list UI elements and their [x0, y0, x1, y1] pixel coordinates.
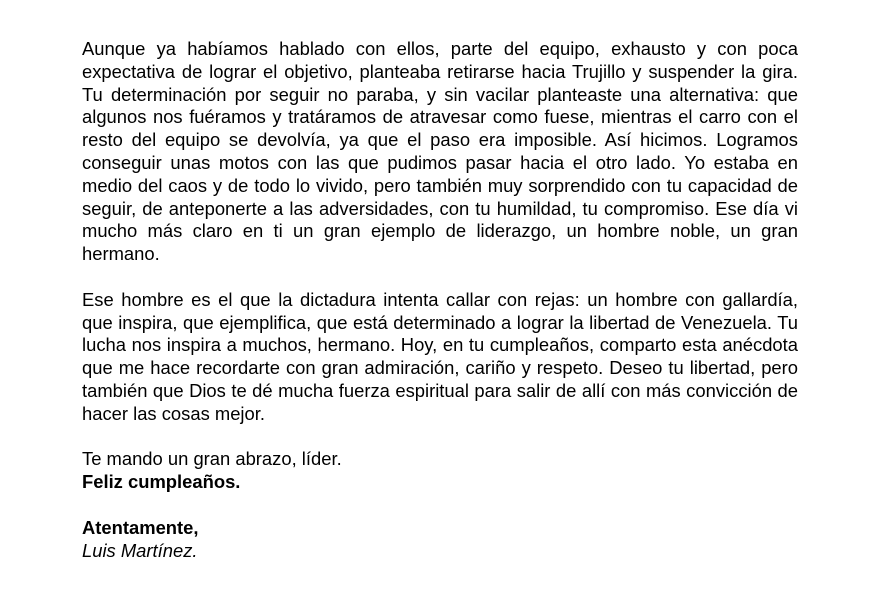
letter-body — [82, 38, 798, 585]
letter-paragraph-2: Ese hombre es el que la dictadura intenta callar con rejas: un hombre con gallardía, que inspira, que ejemplifica, que está determinado a lograr la libertad de Venezuela. Tu lucha nos inspira a muchos, hermano. Hoy, en tu cumpleaños, comparto esta anécdota que me hace recordarte con gran admiración, cariño y respeto. Deseo tu libertad, pero también que Dios te dé mucha fuerza espiritual para salir de allí con más convicción de hacer las cosas mejor. — [82, 288, 798, 424]
farewell-block — [82, 448, 798, 494]
signature-name: Luis Martínez. — [82, 539, 198, 561]
farewell-line: Te mando un gran abrazo, líder. — [82, 448, 342, 470]
signature-block — [82, 517, 798, 563]
letter-paragraph-1: Aunque ya habíamos hablado con ellos, parte del equipo, exhausto y con poca expectativa de lograr el objetivo, planteaba retirarse hacia Trujillo y suspender la gira. Tu determinación por seguir no paraba, y sin vacilar planteaste una alternativa: que algunos nos fuéramos y tratáramos de atravesar como fuese, mientras el carro con el resto del equipo se devolvía, ya que el paso era imposible. Así hicimos. Logramos conseguir unas motos con las que pudimos pasar hacia el otro lado. Yo estaba en medio del caos y de todo lo vivido, pero también muy sorprendido con tu capacidad de seguir, de anteponerte a las adversidades, con tu humildad, tu compromiso. Ese día vi mucho más claro en ti un gran ejemplo de liderazgo, un hombre noble, un gran hermano. — [82, 38, 798, 265]
closing-salutation: Atentamente, — [82, 516, 199, 538]
birthday-greeting: Feliz cumpleaños. — [82, 471, 241, 493]
